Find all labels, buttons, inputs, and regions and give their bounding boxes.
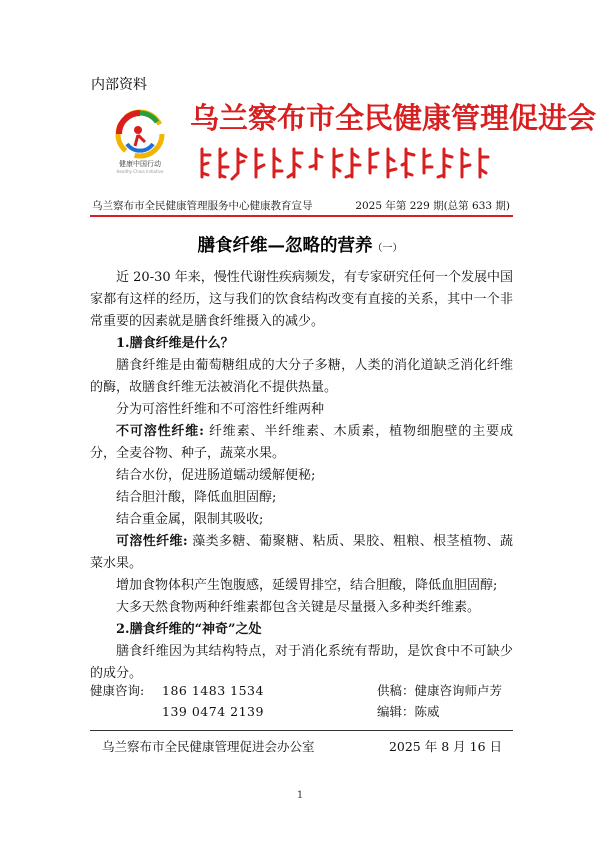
- insoluble-fiber-text: 纤维素、半纤维素、木质素，植物细胞壁的主要成分，全麦谷物、种子，蔬菜水果。: [90, 424, 513, 461]
- footer-divider: [90, 730, 513, 731]
- issue-number: 2025 年第 229 期(总第 633 期): [355, 200, 510, 212]
- fiber-types-line: 分为可溶性纤维和不可溶性纤维两种: [116, 402, 325, 417]
- section1-paragraph: 膳食纤维是由葡萄糖组成的大分子多糖，人类的消化道缺乏消化纤维的酶，故膳食纤维无法被消化不提供热量。: [90, 358, 513, 395]
- contact-label: 健康咨询:: [90, 683, 145, 698]
- intro-paragraph: 近 20-30 年来，慢性代谢性疾病频发，有专家研究任何一个发展中国家都有这样的经历，这与我们的饮食结构改变有直接的关系，其中一个非常重要的因素就是膳食纤维摄入的减少。: [90, 270, 513, 329]
- article-title: [0, 232, 600, 257]
- phone-number-1: 186 1483 1534: [162, 683, 264, 698]
- internal-document-label: 内部资料: [91, 77, 147, 93]
- office-name: 乌兰察布市全民健康管理促进会办公室: [102, 739, 315, 754]
- section2-paragraph: 膳食纤维因为其结构特点，对于消化系统有帮助，是饮食中不可缺少的成分。: [90, 644, 513, 681]
- summary-paragraph: 大多天然食物两种纤维素都包含关键是尽量摄入多种类纤维素。: [116, 600, 481, 615]
- issue-line: [92, 198, 510, 213]
- article-title-text: 膳食纤维—忽略的营养: [197, 236, 373, 256]
- contributor: 供稿：健康咨询师卢芳: [377, 683, 503, 698]
- insoluble-benefit-1: 结合水份，促进肠道蠕动缓解便秘;: [116, 468, 316, 483]
- insoluble-fiber-label: 不可溶性纤维:: [116, 424, 204, 439]
- insoluble-benefit-3: 结合重金属，限制其吸收;: [116, 512, 264, 527]
- section1-heading: 1.膳食纤维是什么？: [116, 336, 234, 351]
- header-divider: [90, 215, 513, 217]
- publish-date: 2025 年 8 月 16 日: [388, 739, 502, 754]
- contact-row-1: [90, 680, 513, 701]
- source-line: 乌兰察布市全民健康管理服务中心健康教育宣导: [92, 200, 313, 212]
- soluble-fiber-label: 可溶性纤维:: [116, 534, 188, 549]
- soluble-benefit-paragraph: 增加食物体积产生饱腹感，延缓胃排空，结合胆酸，降低血胆固醇;: [116, 578, 498, 593]
- soluble-fiber-paragraph: [90, 531, 513, 575]
- organization-title: 乌兰察布市全民健康管理促进会: [190, 101, 597, 135]
- contact-block: [90, 680, 513, 722]
- phone-number-2: 139 0474 2139: [162, 704, 264, 719]
- logo-subcaption: Healthy China Initiative: [116, 169, 164, 174]
- page-number: 1: [296, 790, 304, 801]
- article-body: [90, 267, 513, 685]
- section2-heading: 2.膳食纤维的“神奇”之处: [116, 622, 262, 637]
- contact-row-2: [90, 701, 513, 722]
- article-part: （一）: [372, 243, 403, 254]
- insoluble-benefit-2: 结合胆汁酸，降低血胆固醇;: [116, 490, 277, 505]
- mongolian-script-title: [198, 143, 498, 183]
- soluble-fiber-text: 藻类多糖、葡聚糖、粘质、果胶、粗粮、根茎植物、蔬菜水果。: [90, 534, 513, 571]
- logo-caption: 健康中国行动: [119, 160, 161, 168]
- editor: 编辑：陈威: [377, 704, 440, 719]
- footer: [102, 737, 502, 755]
- insoluble-fiber-paragraph: [90, 421, 513, 465]
